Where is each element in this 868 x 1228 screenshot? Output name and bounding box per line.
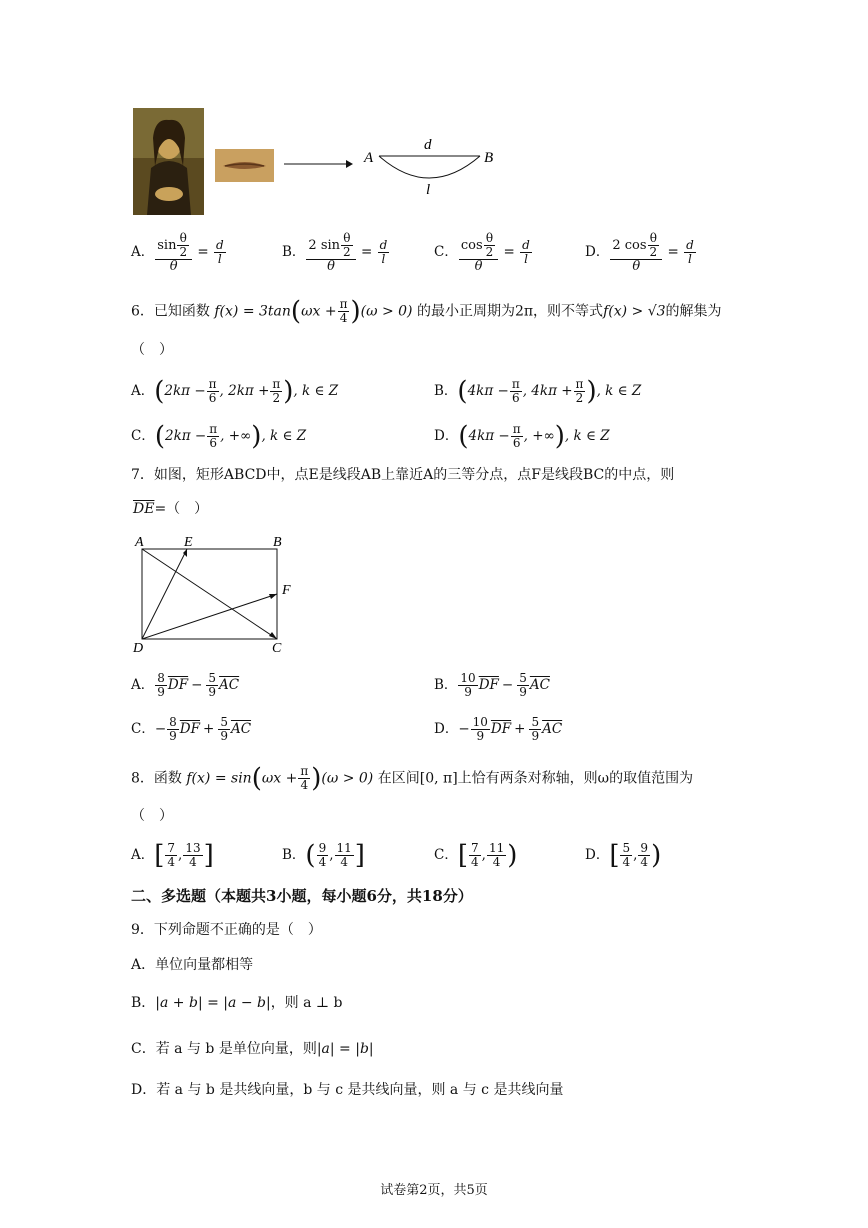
q8-func: f(x) = sin (186, 770, 252, 787)
section-title-multi-choice: 二、多选题（本题共3小题，每小题6分，共18分） (131, 887, 473, 905)
q6-stem: 6．已知函数 f(x) = 3tan(ωx + $\frac{\pi}{4}$ )(ω > 0) 的最小正周期为2π，则不等式f(x) > √3的解集为 (131, 296, 722, 327)
q8-paren: （ ） (131, 808, 173, 824)
q6-option: B．(4kπ − $\frac{\pi}{6}$ , 4kπ + $\frac{\pi}{2}$ ), k ∈ Z (434, 376, 642, 407)
q6-func: f(x) = 3tan (214, 303, 291, 320)
q7-vector-de: $\overline{DE}$ (133, 501, 155, 517)
q6-option: A．(2kπ − $\frac{\pi}{6}$ , 2kπ + $\frac{\pi}{2}$ ), k ∈ Z (131, 376, 339, 407)
rectangle-abcd-figure (128, 532, 303, 657)
q6-prefix: 6．已知函数 (131, 303, 210, 320)
q9-option-a: A．单位向量都相等 (131, 957, 254, 973)
q8-mid: 在区间[0, π]上恰有两条对称轴，则ω的取值范围为 (377, 770, 694, 787)
q8-cond: (ω > 0) (321, 770, 374, 787)
q7-stem-2 (133, 499, 208, 519)
fig-label-c: C (272, 641, 282, 656)
arc-label-b: B (484, 150, 494, 166)
q9-option-c: C．若 a 与 b 是单位向量，则|a| = |b| (131, 1041, 374, 1057)
q9-c-expr: |a| = |b| (316, 1041, 374, 1057)
fig-label-a: A (135, 535, 144, 550)
q6-arg: ωx + (301, 303, 337, 320)
mona-lisa-image (133, 108, 204, 215)
q7-eq: =（ ） (154, 501, 209, 517)
arc-label-a: A (364, 150, 374, 166)
q8-prefix: 8．函数 (131, 770, 182, 787)
q7-option: C．− $\frac{8}{9}$ $\overline{DF}$ + $\frac{5}{9}$ $\overline{AC}$ (131, 715, 252, 743)
arrow-right-icon (284, 158, 354, 170)
q8-option: C．[ $\frac{7}{4}$ , $\frac{11}{4}$ ) (434, 840, 518, 871)
q5-option: D． 2 cos $\frac{\theta}{2}$ θ = $\frac{d}{l}$ (585, 231, 694, 274)
q8-arg: ωx + (261, 770, 298, 787)
q6-mid: 的最小正周期为2π，则不等式 (416, 303, 604, 320)
q6-ineq: f(x) > √3 (603, 303, 666, 320)
q6-option: D．(4kπ − $\frac{\pi}{6}$ , +∞), k ∈ Z (434, 421, 610, 452)
fig-label-d: D (133, 641, 144, 656)
q9-b-expr: |a + b| = |a − b| (155, 995, 271, 1011)
q7-option: D．− $\frac{10}{9}$ $\overline{DF}$ + $\frac{5}{9}$ $\overline{AC}$ (434, 715, 563, 743)
arc-figure (362, 134, 502, 200)
q6-suffix: 的解集为 (665, 303, 722, 320)
lips-image (215, 149, 274, 182)
q8-option: D．[ $\frac{5}{4}$ , $\frac{9}{4}$ ) (585, 840, 662, 871)
page-footer: 试卷第2页，共5页 (380, 1183, 488, 1198)
q6-paren: （ ） (131, 342, 173, 358)
q5-option: A． sin $\frac{\theta}{2}$ θ = $\frac{d}{l}$ (131, 231, 224, 274)
fig-label-f: F (282, 583, 291, 598)
q9-stem: 9．下列命题不正确的是（ ） (131, 922, 322, 938)
q5-option: B． 2 sin $\frac{\theta}{2}$ θ = $\frac{d}{l}$ (282, 231, 388, 274)
q7-option: A． $\frac{8}{9}$ $\overline{DF}$ − $\frac{5}{9}$ $\overline{AC}$ (131, 671, 240, 699)
q8-option: B．( $\frac{9}{4}$ , $\frac{11}{4}$ ] (282, 840, 365, 871)
fig-label-b: B (273, 535, 282, 550)
fig-label-e: E (184, 535, 193, 550)
q7-option: B． $\frac{10}{9}$ $\overline{DF}$ − $\frac{5}{9}$ $\overline{AC}$ (434, 671, 550, 699)
arc-label-l: l (426, 182, 431, 198)
q9-option-d: D．若 a 与 b 是共线向量，b 与 c 是共线向量，则 a 与 c 是共线向量 (131, 1082, 564, 1098)
q8-option: A．[ $\frac{7}{4}$ , $\frac{13}{4}$ ] (131, 840, 214, 871)
q8-stem: 8．函数 f(x) = sin(ωx + $\frac{\pi}{4}$ )(ω > 0) 在区间[0, π]上恰有两条对称轴，则ω的取值范围为 (131, 763, 694, 794)
arc-label-d: d (424, 137, 432, 153)
q6-option: C．(2kπ − $\frac{\pi}{6}$ , +∞), k ∈ Z (131, 421, 307, 452)
q5-option: C． cos $\frac{\theta}{2}$ θ = $\frac{d}{l}$ (434, 231, 530, 274)
q7-stem: 7．如图，矩形ABCD中，点E是线段AB上靠近A的三等分点，点F是线段BC的中点，则 (131, 467, 675, 483)
q6-cond: (ω > 0) (360, 303, 413, 320)
q9-option-b: B．|a + b| = |a − b|，则 a ⊥ b (131, 995, 343, 1011)
